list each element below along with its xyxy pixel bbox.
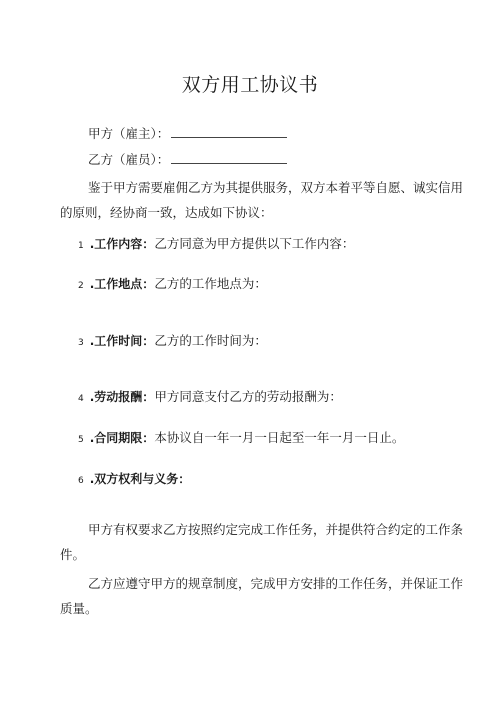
clause-2: [78, 274, 267, 292]
clause-heading: 工作地点：: [94, 277, 155, 291]
clause-separator: .: [89, 277, 95, 291]
clause-number: 3: [78, 338, 84, 348]
clause-heading: 工作内容：: [94, 237, 155, 251]
clause-heading: 合同期限：: [94, 431, 155, 445]
clause-number: 1: [78, 241, 84, 251]
document-title: 双方用工协议书: [181, 74, 319, 96]
clause-heading: 双方权利与义务：: [94, 472, 191, 486]
clause-text: 乙方同意为甲方提供以下工作内容：: [154, 236, 355, 251]
clause-text: 本协议自一年一月一日起至一年一月一日止。: [154, 430, 405, 445]
clause-5: [78, 428, 404, 446]
clause-number: 5: [78, 435, 84, 445]
party-b-line: [88, 150, 287, 168]
clause-number: 4: [78, 394, 84, 404]
party-b-label: 乙方（雇员）：: [88, 152, 170, 167]
rights-paragraph-1-line-1: 甲方有权要求乙方按照约定完成工作任务，并提供符合约定的工作条: [88, 522, 464, 537]
clause-heading: 劳动报酬：: [94, 390, 155, 404]
clause-separator: .: [89, 472, 95, 486]
clause-separator: .: [89, 237, 95, 251]
rights-paragraph-1-line-2: 件。: [60, 547, 86, 562]
party-a-label: 甲方（雇主）：: [88, 126, 170, 141]
clause-text: 乙方的工作地点为：: [154, 276, 267, 291]
party-a-blank: [171, 125, 287, 138]
party-a-line: [88, 124, 287, 142]
clause-separator: .: [89, 431, 95, 445]
intro-line-2: 的原则，经协商一致，达成如下协议：: [60, 205, 273, 220]
clause-separator: .: [89, 390, 95, 404]
rights-paragraph-2-line-1: 乙方应遵守甲方的规章制度，完成甲方安排的工作任务，并保证工作: [88, 576, 464, 591]
clause-text: 乙方的工作时间为：: [154, 333, 267, 348]
clause-6: [78, 470, 190, 487]
rights-paragraph-2-line-2: 质量。: [60, 601, 98, 616]
clause-number: 6: [78, 476, 84, 486]
clause-4: [78, 387, 342, 405]
clause-1: [78, 234, 354, 252]
intro-line-1: 鉴于甲方需要雇佣乙方为其提供服务，双方本着平等自愿、诚实信用: [88, 180, 464, 195]
clause-number: 2: [78, 281, 84, 291]
clause-heading: 工作时间：: [94, 334, 155, 348]
clause-text: 甲方同意支付乙方的劳动报酬为：: [154, 389, 342, 404]
party-b-blank: [171, 151, 287, 164]
clause-3: [78, 331, 267, 349]
clause-separator: .: [89, 334, 95, 348]
